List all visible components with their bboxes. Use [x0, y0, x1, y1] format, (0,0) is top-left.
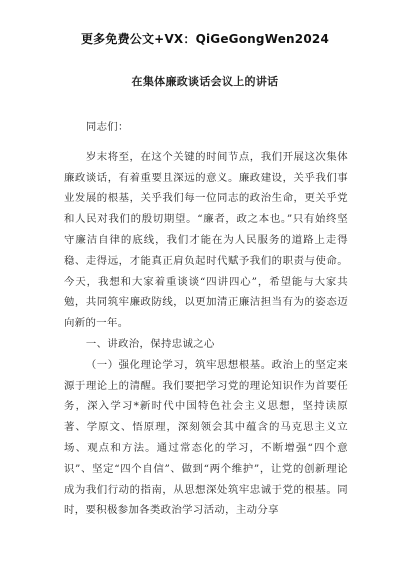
paragraph: （一）强化理论学习，筑牢思想根基。政治上的坚定来源于理论上的清醒。我们要把学习党的理论知识作为首要任务，深入学习*新时代中国特色社会主义思想，坚持读原著、学原文、悟原理，深刻领会其中蕴含的马克思主义立场、观点和方法。通过常态化的学习，不断增强“四个意识”、坚定“四个自信”、做到“两个维护”，让党的创新理论成为我们行动的指南，从思想深处筑牢忠诚于党的根基。同时，要积极参加各类政治学习活动，主动分享 [64, 358, 348, 517]
paragraph: 岁末将至，在这个关键的时间节点，我们开展这次集体廉政谈话，有着重要且深远的意义。廉政建设，关乎我们事业发展的根基，关乎我们每一位同志的政治生命，更关乎党和人民对我们的殷切期望。“廉者，政之本也。”只有始终坚守廉洁自律的底线，我们才能在为人民服务的道路上走得稳、走得远，才能真正肩负起时代赋予我们的职责与使命。今天，我想和大家着重谈谈“四讲四心”，希望能与大家共勉，共同筑牢廉政防线，以更加清正廉洁担当有为的姿态迈向新的一年。 [64, 150, 348, 330]
salutation: 同志们： [85, 121, 129, 133]
document-title: 在集体廉政谈话会议上的讲话 [131, 75, 279, 88]
watermark-banner: 更多免费公文+VX：QiGeGongWen2024 [80, 32, 329, 46]
section-heading: 一、讲政治，保持忠诚之心 [85, 337, 215, 350]
document-body [64, 117, 348, 521]
